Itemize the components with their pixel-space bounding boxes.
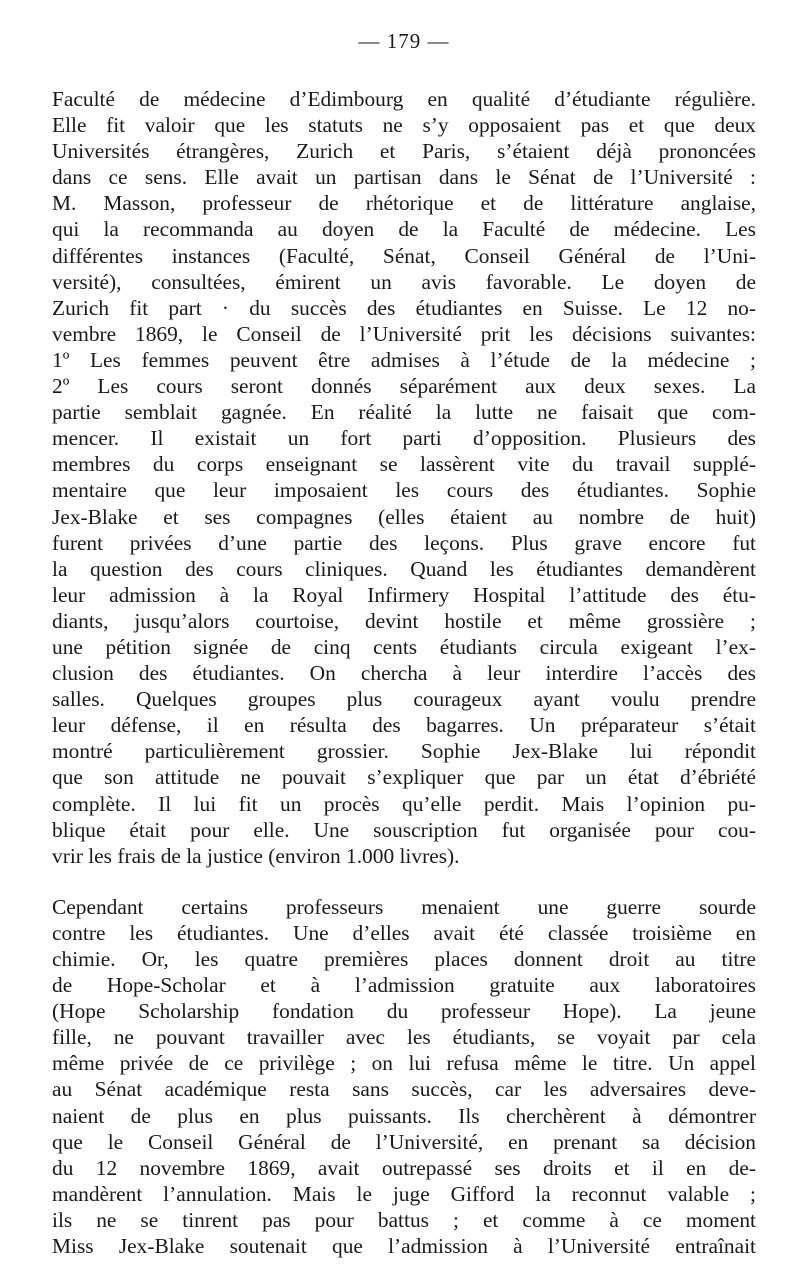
text-line: de Hope-Scholar et à l’admission gratuite aux laboratoires [52, 973, 756, 998]
text-line: (Hope Scholarship fondation du professeur Hope). La jeune [52, 999, 756, 1024]
text-line: blique était pour elle. Une souscription fut organisée pour cou- [52, 817, 756, 842]
text-line: versité), consultées, émirent un avis favorable. Le doyen de [52, 269, 756, 294]
text-line: mandèrent l’annulation. Mais le juge Gifford la reconnut valable ; [52, 1181, 756, 1206]
text-line: leur admission à la Royal Infirmery Hospital l’attitude des étu- [52, 582, 756, 607]
text-line: vrir les frais de la justice (environ 1.000 livres). [52, 843, 460, 868]
paragraph-2 [52, 894, 756, 1259]
text-line: clusion des étudiantes. On chercha à leur interdire l’accès des [52, 661, 756, 686]
text-line: 2º Les cours seront donnés séparément aux deux sexes. La [52, 374, 756, 399]
text-line: mencer. Il existait un fort parti d’opposition. Plusieurs des [52, 426, 756, 451]
text-line: même privée de ce privilège ; on lui refusa même le titre. Un appel [52, 1051, 756, 1076]
text-line: membres du corps enseignant se lassèrent vite du travail supplé- [52, 452, 756, 477]
text-line: partie semblait gagnée. En réalité la lutte ne faisait que com- [52, 400, 756, 425]
text-line: la question des cours cliniques. Quand les étudiantes demandèrent [52, 556, 756, 581]
text-line: au Sénat académique resta sans succès, car les adversaires deve- [52, 1077, 756, 1102]
text-line: ils ne se tinrent pas pour battus ; et comme à ce moment [52, 1207, 756, 1232]
text-line: que son attitude ne pouvait s’expliquer que par un état d’ébriété [52, 765, 756, 790]
text-line: diants, jusqu’alors courtoise, devint hostile et même grossière ; [52, 608, 756, 633]
text-line: naient de plus en plus puissants. Ils cherchèrent à démontrer [52, 1103, 756, 1128]
text-line: fille, ne pouvant travailler avec les étudiants, se voyait par cela [52, 1025, 756, 1050]
text-line: M. Masson, professeur de rhétorique et de littérature anglaise, [52, 191, 756, 216]
text-line: complète. Il lui fit un procès qu’elle perdit. Mais l’opinion pu- [52, 791, 756, 816]
page-number: — 179 — [358, 29, 450, 53]
text-line: contre les étudiantes. Une d’elles avait été classée troisième en [52, 920, 756, 945]
text-line: salles. Quelques groupes plus courageux ayant voulu prendre [52, 687, 756, 712]
text-line: 1º Les femmes peuvent être admises à l’étude de la médecine ; [52, 347, 756, 372]
text-line: du 12 novembre 1869, avait outrepassé ses droits et il en de- [52, 1155, 756, 1180]
text-line: Elle fit valoir que les statuts ne s’y opposaient pas et que deux [52, 113, 756, 138]
text-line: leur défense, il en résulta des bagarres. Un préparateur s’était [52, 713, 756, 738]
text-line: une pétition signée de cinq cents étudiants circula exigeant l’ex- [52, 634, 756, 659]
text-line: Cependant certains professeurs menaient une guerre sourde [52, 894, 756, 919]
text-line: montré particulièrement grossier. Sophie Jex-Blake lui répondit [52, 739, 756, 764]
paragraph-1 [52, 86, 756, 869]
text-line: dans ce sens. Elle avait un partisan dans le Sénat de l’Université : [52, 165, 756, 190]
paragraph-gap [52, 869, 756, 894]
text-line: mentaire que leur imposaient les cours des étudiantes. Sophie [52, 478, 756, 503]
text-line: furent privées d’une partie des leçons. Plus grave encore fut [52, 530, 756, 555]
text-line: différentes instances (Faculté, Sénat, Conseil Général de l’Uni- [52, 243, 756, 268]
text-line: Jex-Blake et ses compagnes (elles étaient au nombre de huit) [52, 504, 756, 529]
text-line: Universités étrangères, Zurich et Paris, s’étaient déjà prononcées [52, 139, 756, 164]
text-line: Faculté de médecine d’Edimbourg en qualité d’étudiante régulière. [52, 87, 756, 111]
text-line: Zurich fit part · du succès des étudiantes en Suisse. Le 12 no- [52, 295, 756, 320]
text-line: chimie. Or, les quatre premières places donnent droit au titre [52, 947, 756, 971]
text-line: vembre 1869, le Conseil de l’Université prit les décisions suivantes: [52, 321, 756, 346]
text-line: qui la recommanda au doyen de la Faculté de médecine. Les [52, 217, 756, 242]
text-line: Miss Jex-Blake soutenait que l’admission à l’Université entraînait [52, 1234, 756, 1259]
text-line: que le Conseil Général de l’Université, en prenant sa décision [52, 1129, 756, 1154]
